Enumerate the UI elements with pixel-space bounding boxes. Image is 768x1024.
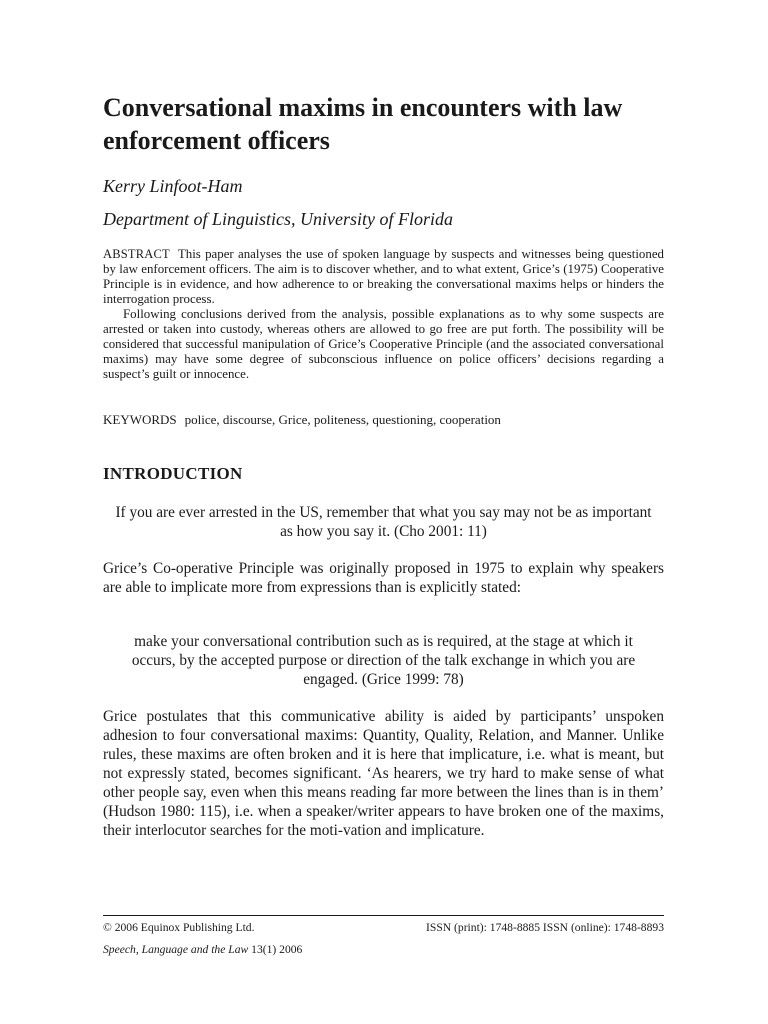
footer-line-1 — [103, 921, 664, 935]
author-name: Kerry Linfoot-Ham — [103, 176, 243, 196]
abstract-text-1: This paper analyses the use of spoken language by suspects and witnesses being questioned by law enforcement officers. The aim is to discover whether, and to what extent, Grice’s (1975) Cooperative Principle is in evidence, and how adherence to or breaking the conversational maxims helps or hinders the interrogation process. — [103, 247, 664, 306]
footer-line-2 — [103, 943, 664, 957]
issn-numbers: ISSN (print): 1748-8885 ISSN (online): 1748-8893 — [426, 921, 664, 934]
abstract-label: ABSTRACT — [103, 247, 170, 261]
journal-issue: 13(1) 2006 — [251, 943, 303, 956]
copyright-notice: © 2006 Equinox Publishing Ltd. — [103, 921, 255, 934]
body-paragraph-2: Grice postulates that this communicative ability is aided by participants’ unspoken adhesion to four conversational maxims: Quantity, Quality, Relation, and Manner. Unlike rules, these maxims are often broken and it is here that implicature, i.e. what is meant, but not expressly stated, becomes significant. ‘As hearers, we try hard to make sense of what other people say, even when this means reading far more between the lines than is in them’ (Hudson 1980: 115), i.e. when a speaker/writer appears to have broken one of the maxims, their interlocutor searches for the moti-vation and implicature. — [103, 708, 664, 839]
keywords-text: police, discourse, Grice, politeness, questioning, cooperation — [184, 412, 501, 427]
paper-title: Conversational maxims in encounters with law enforcement officers — [103, 93, 623, 155]
abstract-paragraph-2: Following conclusions derived from the analysis, possible explanations as to why some suspects are arrested or taken into custody, whereas others are allowed to go free are put forth. The possibility will be considered that successful manipulation of Grice’s Cooperative Principle (and the associated conversational maxims) may have some degree of subconscious influence on police officers’ decisions regarding a suspect’s guilt or innocence. — [103, 307, 664, 381]
footer-divider — [103, 915, 664, 916]
author-affiliation: Department of Linguistics, University of Florida — [103, 209, 453, 229]
section-heading-introduction: INTRODUCTION — [103, 464, 243, 483]
keywords-label: KEYWORDS — [103, 412, 177, 427]
abstract-paragraph-1 — [103, 247, 664, 307]
journal-name: Speech, Language and the Law — [103, 943, 249, 956]
keywords — [103, 412, 501, 428]
block-quote: make your conversational contribution such as is required, at the stage at which it occurs, by the accepted purpose or direction of the talk exchange in which you are engaged. (Grice 1999: 78) — [131, 633, 636, 688]
abstract — [103, 247, 664, 382]
body-paragraph-1: Grice’s Co-operative Principle was originally proposed in 1975 to explain why speakers are able to implicate more from expressions than is explicitly stated: — [103, 560, 664, 596]
epigraph-quote: If you are ever arrested in the US, remember that what you say may not be as important as how you say it. (Cho 2001: 11) — [115, 504, 652, 540]
